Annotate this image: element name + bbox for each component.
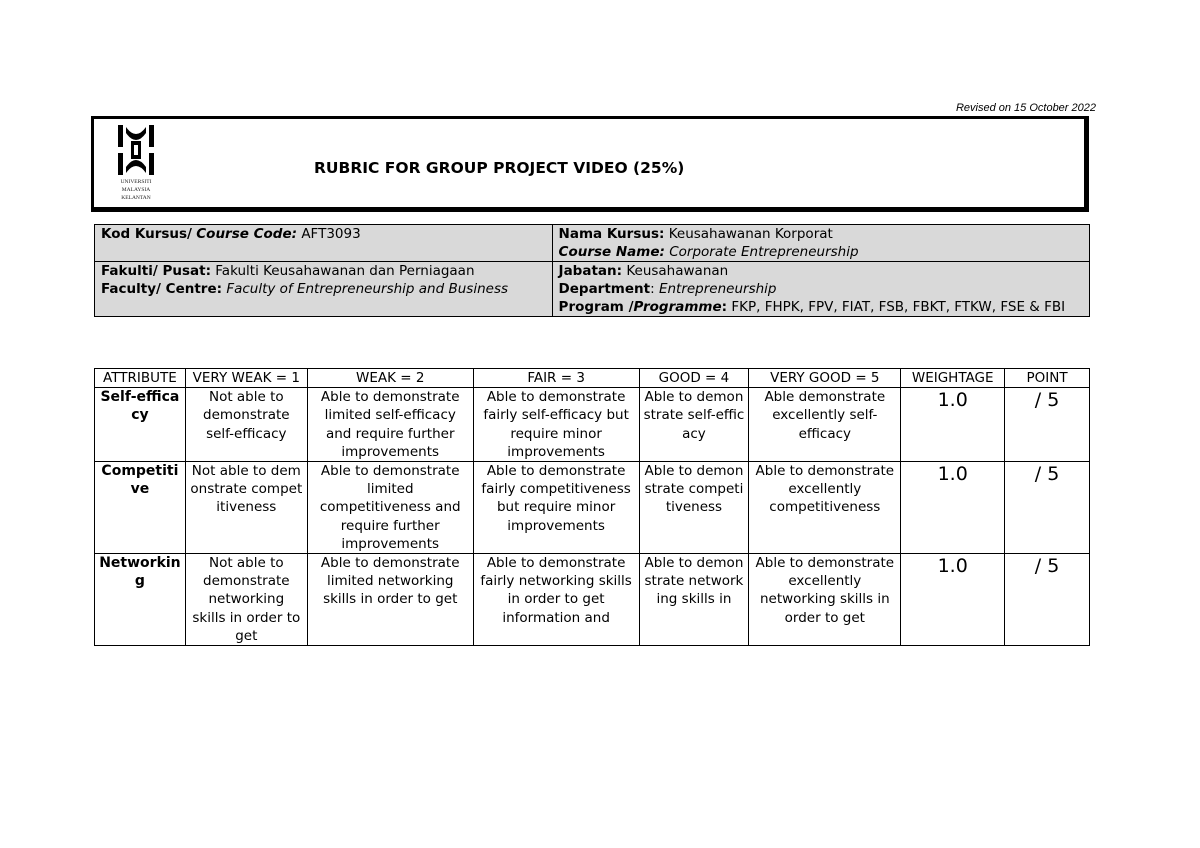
- very-good-cell: Able to demonstrate excellently competitiveness: [749, 462, 901, 554]
- header-good: GOOD = 4: [639, 369, 749, 388]
- document-title: RUBRIC FOR GROUP PROJECT VIDEO (25%): [314, 159, 685, 177]
- course-info-table: [94, 224, 1090, 317]
- header-point: POINT: [1005, 369, 1090, 388]
- course-code-value: AFT3093: [301, 226, 361, 242]
- rubric-table: [94, 368, 1090, 646]
- point-cell[interactable]: / 5: [1005, 462, 1090, 554]
- very-weak-cell: Not able to demonstrate competitiveness: [185, 462, 307, 554]
- very-good-cell: Able to demonstrate excellently networking skills in order to get: [749, 554, 901, 646]
- faculty-value-en: Faculty of Entrepreneurship and Business: [226, 281, 509, 297]
- rubric-row: [95, 554, 1090, 646]
- university-logo: [114, 123, 158, 203]
- revision-date: Revised on 15 October 2022: [955, 102, 1096, 114]
- course-code-cell: [95, 225, 553, 262]
- point-cell[interactable]: / 5: [1005, 388, 1090, 462]
- rubric-header-row: [95, 369, 1090, 388]
- very-weak-cell: Not able to demonstrate self-efficacy: [185, 388, 307, 462]
- very-good-cell: Able demonstrate excellently self-efficacy: [749, 388, 901, 462]
- attribute-cell: Competitive: [95, 462, 186, 554]
- program-label-en: Programme: [633, 299, 722, 315]
- course-info-row: [95, 225, 1090, 262]
- logo-text-line-1: UNIVERSITI: [120, 179, 152, 185]
- faculty-label-en: Faculty/ Centre:: [101, 281, 223, 297]
- course-info-row: [95, 262, 1090, 317]
- rubric-row: [95, 462, 1090, 554]
- department-cell: Jabatan: Keusahawanan Department: Entrepreneurship Program /Programme: FKP, FHPK, FPV, FIAT, FSB, FBKT, FTKW, FSE & FBI: [552, 262, 1089, 317]
- attribute-cell: Networking: [95, 554, 186, 646]
- weightage-cell: 1.0: [901, 554, 1005, 646]
- fair-cell: Able to demonstrate fairly networking skills in order to get information and: [473, 554, 639, 646]
- department-value: Keusahawanan: [626, 263, 729, 279]
- header-very-weak: VERY WEAK = 1: [185, 369, 307, 388]
- weak-cell: Able to demonstrate limited networking skills in order to get: [307, 554, 473, 646]
- course-name-cell: [552, 225, 1089, 262]
- umk-emblem-icon: [114, 123, 158, 179]
- course-code-label-en: Course Code:: [196, 226, 298, 242]
- department-label: Jabatan:: [558, 263, 623, 279]
- good-cell: Able to demonstrate self-efficacy: [639, 388, 749, 462]
- weightage-cell: 1.0: [901, 388, 1005, 462]
- course-name-label-en: Course Name:: [558, 244, 665, 260]
- faculty-label: Fakulti/ Pusat:: [101, 263, 211, 279]
- point-cell[interactable]: / 5: [1005, 554, 1090, 646]
- weightage-cell: 1.0: [901, 462, 1005, 554]
- weak-cell: Able to demonstrate limited self-efficacy and require further improvements: [307, 388, 473, 462]
- fair-cell: Able to demonstrate fairly self-efficacy but require minor improvements: [473, 388, 639, 462]
- header-attribute: ATTRIBUTE: [95, 369, 186, 388]
- course-name-value-en: Corporate Entrepreneurship: [669, 244, 859, 260]
- logo-text-line-2: MALAYSIA: [121, 187, 151, 193]
- course-name-value: Keusahawanan Korporat: [668, 226, 833, 242]
- header-fair: FAIR = 3: [473, 369, 639, 388]
- header-weightage: WEIGHTAGE: [901, 369, 1005, 388]
- fair-cell: Able to demonstrate fairly competitiveness but require minor improvements: [473, 462, 639, 554]
- good-cell: Able to demonstrate networking skills in: [639, 554, 749, 646]
- document-header: [91, 116, 1089, 212]
- weak-cell: Able to demonstrate limited competitiveness and require further improvements: [307, 462, 473, 554]
- department-value-en: Entrepreneurship: [658, 281, 777, 297]
- header-very-good: VERY GOOD = 5: [749, 369, 901, 388]
- attribute-cell: Self-efficacy: [95, 388, 186, 462]
- course-name-label: Nama Kursus:: [558, 226, 665, 242]
- course-code-label: Kod Kursus/: [101, 226, 192, 242]
- program-label: Program /: [558, 299, 634, 315]
- faculty-value: Fakulti Keusahawanan dan Perniagaan: [215, 263, 475, 279]
- program-value: FKP, FHPK, FPV, FIAT, FSB, FBKT, FTKW, FSE & FBI: [731, 299, 1066, 315]
- very-weak-cell: Not able to demonstrate networking skills in order to get: [185, 554, 307, 646]
- faculty-en-line: [101, 280, 546, 298]
- faculty-cell: [95, 262, 553, 317]
- rubric-row: [95, 388, 1090, 462]
- logo-text-line-3: KELANTAN: [121, 195, 151, 201]
- good-cell: Able to demonstrate competitiveness: [639, 462, 749, 554]
- department-label-en: Department: [558, 281, 651, 297]
- header-weak: WEAK = 2: [307, 369, 473, 388]
